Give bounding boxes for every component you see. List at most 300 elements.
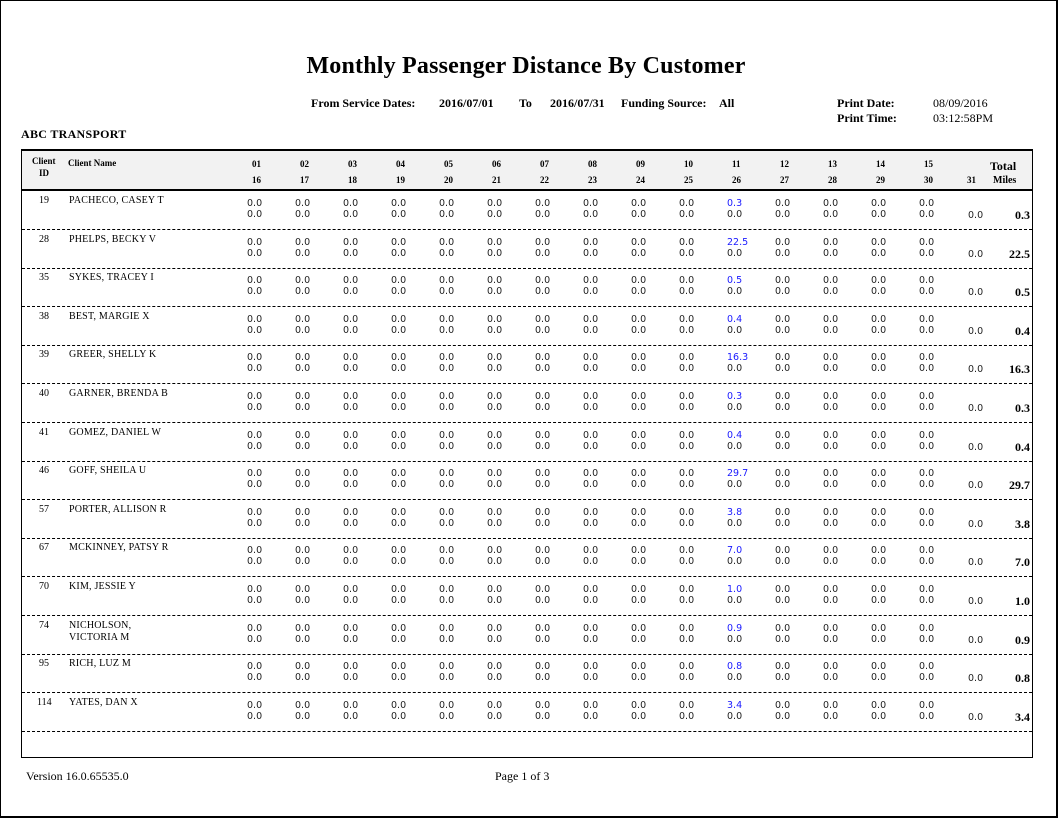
day-29-miles: 0.0: [871, 286, 887, 298]
day-4-miles: 0.0: [391, 198, 407, 209]
day-9-miles: 0.0: [631, 236, 647, 248]
day-13-miles: 0.0: [823, 275, 839, 287]
day-30-miles: 0.0: [919, 710, 935, 722]
table-row: [22, 191, 1032, 230]
day-21-miles: 0.0: [487, 710, 503, 722]
day-24-miles: 0.0: [631, 710, 647, 722]
day-19-miles: 0.0: [391, 286, 407, 298]
day-25-miles: 0.0: [679, 633, 695, 645]
day-28-miles: 0.0: [823, 595, 839, 606]
day-1-miles: 0.0: [247, 429, 263, 441]
day-17-miles: 0.0: [295, 517, 311, 529]
day-20-miles: 0.0: [439, 286, 455, 298]
day-6-miles: 0.0: [487, 468, 503, 480]
day-11-miles: 1.0: [727, 584, 743, 595]
client-name-line1: BEST, MARGIE X: [69, 310, 150, 322]
header-day-21: 21: [492, 175, 501, 185]
day-28-miles: 0.0: [823, 479, 839, 491]
day-29-miles: 0.0: [871, 672, 887, 684]
day-4-miles: 0.0: [391, 236, 407, 248]
day-2-miles: 0.0: [295, 584, 311, 595]
header-day-15: 15: [924, 159, 933, 169]
header-day-19: 19: [396, 175, 405, 185]
day-22-miles: 0.0: [535, 363, 551, 375]
day-25-miles: 0.0: [679, 402, 695, 413]
client-name: [69, 195, 164, 207]
day-6-miles: 0.0: [487, 545, 503, 557]
day-15-miles: 0.0: [919, 584, 935, 595]
day-6-miles: 0.0: [487, 198, 503, 209]
day-17-miles: 0.0: [295, 672, 311, 684]
day-4-miles: 0.0: [391, 429, 407, 441]
day-29-miles: 0.0: [871, 556, 887, 568]
total-miles: 0.8: [1015, 671, 1030, 686]
day-23-miles: 0.0: [583, 633, 599, 645]
day-8-miles: 0.0: [583, 622, 599, 634]
day-31-miles: 0.0: [968, 325, 984, 337]
report-title: Monthly Passenger Distance By Customer: [306, 53, 746, 79]
day-20-miles: 0.0: [439, 479, 455, 491]
day-6-miles: 0.0: [487, 313, 503, 325]
day-19-miles: 0.0: [391, 710, 407, 722]
day-6-miles: 0.0: [487, 352, 503, 364]
header-day-16: 16: [252, 175, 261, 185]
day-16-miles: 0.0: [247, 324, 263, 336]
day-14-miles: 0.0: [871, 622, 887, 634]
day-24-miles: 0.0: [631, 209, 647, 220]
day-10-miles: 0.0: [679, 198, 695, 209]
day-22-miles: 0.0: [535, 633, 551, 645]
day-5-miles: 0.0: [439, 699, 455, 711]
print-time-label: Print Time:: [837, 111, 897, 125]
client-name: [69, 388, 168, 400]
day-5-miles: 0.0: [439, 352, 455, 364]
day-8-miles: 0.0: [583, 391, 599, 402]
day-14-miles: 0.0: [871, 584, 887, 595]
client-name: [69, 504, 167, 516]
day-21-miles: 0.0: [487, 247, 503, 259]
day-23-miles: 0.0: [583, 402, 599, 413]
day-6-miles: 0.0: [487, 391, 503, 402]
day-15-miles: 0.0: [919, 429, 935, 441]
day-12-miles: 0.0: [775, 391, 791, 402]
day-28-miles: 0.0: [823, 247, 839, 259]
day-16-miles: 0.0: [247, 710, 263, 722]
day-30-miles: 0.0: [919, 479, 935, 491]
day-19-miles: 0.0: [391, 479, 407, 491]
header-day-23: 23: [588, 175, 597, 185]
header-day-25: 25: [684, 175, 693, 185]
day-2-miles: 0.0: [295, 506, 311, 518]
day-31-miles: 0.0: [968, 364, 984, 376]
header-day-18: 18: [348, 175, 357, 185]
day-2-miles: 0.0: [295, 545, 311, 557]
day-2-miles: 0.0: [295, 661, 311, 673]
day-4-miles: 0.0: [391, 313, 407, 325]
day-13-miles: 0.0: [823, 313, 839, 325]
header-day-1: 01: [252, 159, 261, 169]
day-22-miles: 0.0: [535, 402, 551, 413]
day-17-miles: 0.0: [295, 247, 311, 259]
day-13-miles: 0.0: [823, 429, 839, 441]
day-10-miles: 0.0: [679, 391, 695, 402]
day-19-miles: 0.0: [391, 209, 407, 220]
day-31-miles: 0.0: [968, 287, 984, 299]
day-10-miles: 0.0: [679, 506, 695, 518]
day-26-miles: 0.0: [727, 517, 743, 529]
day-10-miles: 0.0: [679, 275, 695, 287]
day-11-miles: 29.7: [727, 468, 749, 480]
day-24-miles: 0.0: [631, 324, 647, 336]
day-7-miles: 0.0: [535, 313, 551, 325]
day-10-miles: 0.0: [679, 352, 695, 364]
day-15-miles: 0.0: [919, 236, 935, 248]
day-13-miles: 0.0: [823, 661, 839, 673]
day-8-miles: 0.0: [583, 468, 599, 480]
day-29-miles: 0.0: [871, 247, 887, 259]
client-name: [69, 465, 146, 477]
day-9-miles: 0.0: [631, 352, 647, 364]
day-13-miles: 0.0: [823, 584, 839, 595]
day-9-miles: 0.0: [631, 468, 647, 480]
day-17-miles: 0.0: [295, 633, 311, 645]
day-25-miles: 0.0: [679, 595, 695, 606]
header-day-7: 07: [540, 159, 549, 169]
header-day-17: 17: [300, 175, 309, 185]
day-9-miles: 0.0: [631, 661, 647, 673]
client-name-line1: YATES, DAN X: [69, 696, 138, 708]
day-22-miles: 0.0: [535, 479, 551, 491]
total-miles: 3.8: [1015, 516, 1030, 531]
day-8-miles: 0.0: [583, 506, 599, 518]
header-day-20: 20: [444, 175, 453, 185]
client-name-line1: GOFF, SHEILA U: [69, 465, 147, 477]
day-23-miles: 0.0: [583, 556, 599, 568]
day-24-miles: 0.0: [631, 247, 647, 259]
day-8-miles: 0.0: [583, 699, 599, 711]
day-5-miles: 0.0: [439, 275, 455, 287]
day-28-miles: 0.0: [823, 363, 839, 375]
day-14-miles: 0.0: [871, 506, 887, 518]
day-28-miles: 0.0: [823, 517, 839, 529]
day-31-miles: 0.0: [968, 634, 984, 646]
table-row: [22, 616, 1032, 655]
day-17-miles: 0.0: [295, 209, 311, 220]
day-5-miles: 0.0: [439, 545, 455, 557]
day-7-miles: 0.0: [535, 699, 551, 711]
day-25-miles: 0.0: [679, 286, 695, 298]
day-19-miles: 0.0: [391, 440, 407, 452]
day-18-miles: 0.0: [343, 479, 359, 491]
day-2-miles: 0.0: [295, 236, 311, 248]
day-4-miles: 0.0: [391, 391, 407, 402]
day-2-miles: 0.0: [295, 391, 311, 402]
day-25-miles: 0.0: [679, 440, 695, 452]
header-miles: Miles: [993, 175, 1017, 186]
day-2-miles: 0.0: [295, 198, 311, 209]
client-id: 114: [37, 696, 52, 708]
day-12-miles: 0.0: [775, 429, 791, 441]
day-6-miles: 0.0: [487, 506, 503, 518]
day-13-miles: 0.0: [823, 352, 839, 364]
day-21-miles: 0.0: [487, 324, 503, 336]
day-16-miles: 0.0: [247, 402, 263, 413]
day-19-miles: 0.0: [391, 633, 407, 645]
day-9-miles: 0.0: [631, 545, 647, 557]
client-name: [69, 234, 156, 246]
day-3-miles: 0.0: [343, 661, 359, 673]
day-18-miles: 0.0: [343, 286, 359, 298]
day-1-miles: 0.0: [247, 506, 263, 518]
day-25-miles: 0.0: [679, 209, 695, 220]
table-row: [22, 230, 1032, 269]
day-20-miles: 0.0: [439, 440, 455, 452]
day-1-miles: 0.0: [247, 545, 263, 557]
day-21-miles: 0.0: [487, 402, 503, 413]
day-16-miles: 0.0: [247, 595, 263, 606]
day-29-miles: 0.0: [871, 363, 887, 375]
day-2-miles: 0.0: [295, 275, 311, 287]
day-1-miles: 0.0: [247, 661, 263, 673]
day-14-miles: 0.0: [871, 699, 887, 711]
day-12-miles: 0.0: [775, 622, 791, 634]
day-30-miles: 0.0: [919, 440, 935, 452]
day-2-miles: 0.0: [295, 429, 311, 441]
day-31-miles: 0.0: [968, 596, 984, 607]
day-20-miles: 0.0: [439, 324, 455, 336]
day-24-miles: 0.0: [631, 363, 647, 375]
client-id: 74: [39, 619, 49, 631]
day-28-miles: 0.0: [823, 672, 839, 684]
day-9-miles: 0.0: [631, 506, 647, 518]
day-20-miles: 0.0: [439, 247, 455, 259]
day-5-miles: 0.0: [439, 506, 455, 518]
client-name: [69, 542, 168, 554]
day-24-miles: 0.0: [631, 286, 647, 298]
header-day-8: 08: [588, 159, 597, 169]
day-22-miles: 0.0: [535, 710, 551, 722]
funding-value: All: [719, 96, 735, 110]
day-1-miles: 0.0: [247, 622, 263, 634]
day-27-miles: 0.0: [775, 324, 791, 336]
day-22-miles: 0.0: [535, 440, 551, 452]
day-10-miles: 0.0: [679, 661, 695, 673]
day-18-miles: 0.0: [343, 672, 359, 684]
day-1-miles: 0.0: [247, 236, 263, 248]
day-18-miles: 0.0: [343, 402, 359, 413]
day-20-miles: 0.0: [439, 209, 455, 220]
client-name-line1: NICHOLSON,: [69, 619, 132, 631]
day-22-miles: 0.0: [535, 595, 551, 606]
day-12-miles: 0.0: [775, 661, 791, 673]
header-day-29: 29: [876, 175, 885, 185]
day-15-miles: 0.0: [919, 198, 935, 209]
day-11-miles: 0.4: [727, 429, 743, 441]
day-25-miles: 0.0: [679, 672, 695, 684]
day-11-miles: 0.9: [727, 622, 743, 634]
day-29-miles: 0.0: [871, 710, 887, 722]
day-15-miles: 0.0: [919, 352, 935, 364]
day-25-miles: 0.0: [679, 556, 695, 568]
day-21-miles: 0.0: [487, 209, 503, 220]
day-11-miles: 16.3: [727, 352, 749, 364]
day-18-miles: 0.0: [343, 324, 359, 336]
day-18-miles: 0.0: [343, 440, 359, 452]
day-20-miles: 0.0: [439, 710, 455, 722]
day-17-miles: 0.0: [295, 402, 311, 413]
day-10-miles: 0.0: [679, 313, 695, 325]
day-21-miles: 0.0: [487, 440, 503, 452]
day-13-miles: 0.0: [823, 622, 839, 634]
day-20-miles: 0.0: [439, 633, 455, 645]
day-22-miles: 0.0: [535, 247, 551, 259]
table-row: [22, 268, 1032, 307]
day-21-miles: 0.0: [487, 595, 503, 606]
day-22-miles: 0.0: [535, 209, 551, 220]
total-miles: 3.4: [1015, 709, 1030, 724]
day-20-miles: 0.0: [439, 556, 455, 568]
day-21-miles: 0.0: [487, 556, 503, 568]
day-14-miles: 0.0: [871, 429, 887, 441]
day-5-miles: 0.0: [439, 622, 455, 634]
client-name: [69, 272, 154, 284]
total-miles: 0.5: [1015, 285, 1030, 300]
header-day-10: 10: [684, 159, 693, 169]
client-name: [69, 427, 161, 439]
day-19-miles: 0.0: [391, 672, 407, 684]
day-10-miles: 0.0: [679, 468, 695, 480]
day-24-miles: 0.0: [631, 479, 647, 491]
client-id: 39: [39, 349, 49, 361]
day-16-miles: 0.0: [247, 479, 263, 491]
day-8-miles: 0.0: [583, 275, 599, 287]
day-9-miles: 0.0: [631, 198, 647, 209]
day-19-miles: 0.0: [391, 247, 407, 259]
day-14-miles: 0.0: [871, 545, 887, 557]
day-1-miles: 0.0: [247, 198, 263, 209]
day-15-miles: 0.0: [919, 313, 935, 325]
day-24-miles: 0.0: [631, 595, 647, 606]
day-11-miles: 0.4: [727, 313, 743, 325]
day-8-miles: 0.0: [583, 313, 599, 325]
total-miles: 22.5: [1009, 246, 1030, 261]
day-24-miles: 0.0: [631, 633, 647, 645]
table-row: [22, 345, 1032, 384]
day-3-miles: 0.0: [343, 275, 359, 287]
day-6-miles: 0.0: [487, 661, 503, 673]
day-11-miles: 7.0: [727, 545, 743, 557]
print-date-value: 08/09/2016: [933, 96, 988, 110]
day-6-miles: 0.0: [487, 699, 503, 711]
day-12-miles: 0.0: [775, 506, 791, 518]
day-29-miles: 0.0: [871, 324, 887, 336]
day-4-miles: 0.0: [391, 352, 407, 364]
client-name-line1: GOMEZ, DANIEL W: [69, 426, 162, 438]
table-row: [22, 307, 1032, 346]
total-miles: 0.9: [1015, 632, 1030, 647]
day-14-miles: 0.0: [871, 236, 887, 248]
day-23-miles: 0.0: [583, 479, 599, 491]
day-27-miles: 0.0: [775, 595, 791, 606]
header-day-22: 22: [540, 175, 549, 185]
day-12-miles: 0.0: [775, 468, 791, 480]
day-7-miles: 0.0: [535, 352, 551, 364]
day-28-miles: 0.0: [823, 440, 839, 452]
day-28-miles: 0.0: [823, 556, 839, 568]
day-17-miles: 0.0: [295, 440, 311, 452]
header-day-12: 12: [780, 159, 789, 169]
total-miles: 0.3: [1015, 401, 1030, 415]
day-14-miles: 0.0: [871, 313, 887, 325]
header-total: Total: [990, 159, 1017, 173]
day-30-miles: 0.0: [919, 247, 935, 259]
day-7-miles: 0.0: [535, 545, 551, 557]
day-17-miles: 0.0: [295, 286, 311, 298]
day-23-miles: 0.0: [583, 672, 599, 684]
day-24-miles: 0.0: [631, 440, 647, 452]
day-6-miles: 0.0: [487, 429, 503, 441]
day-26-miles: 0.0: [727, 324, 743, 336]
company-name: ABC TRANSPORT: [21, 127, 127, 141]
header-day-14: 14: [876, 159, 885, 169]
day-17-miles: 0.0: [295, 595, 311, 606]
day-2-miles: 0.0: [295, 699, 311, 711]
header-day-5: 05: [444, 159, 453, 169]
day-6-miles: 0.0: [487, 236, 503, 248]
day-4-miles: 0.0: [391, 506, 407, 518]
day-21-miles: 0.0: [487, 672, 503, 684]
header-client-name: Client Name: [68, 158, 117, 168]
day-23-miles: 0.0: [583, 363, 599, 375]
day-14-miles: 0.0: [871, 661, 887, 673]
day-20-miles: 0.0: [439, 363, 455, 375]
day-21-miles: 0.0: [487, 479, 503, 491]
day-3-miles: 0.0: [343, 391, 359, 402]
day-7-miles: 0.0: [535, 506, 551, 518]
day-30-miles: 0.0: [919, 633, 935, 645]
day-3-miles: 0.0: [343, 506, 359, 518]
day-5-miles: 0.0: [439, 236, 455, 248]
day-27-miles: 0.0: [775, 710, 791, 722]
day-31-miles: 0.0: [968, 518, 984, 530]
day-5-miles: 0.0: [439, 661, 455, 673]
header-day-27: 27: [780, 175, 789, 185]
day-13-miles: 0.0: [823, 468, 839, 480]
table-row: [22, 538, 1032, 577]
day-13-miles: 0.0: [823, 545, 839, 557]
total-miles: 0.3: [1015, 208, 1030, 222]
day-29-miles: 0.0: [871, 595, 887, 606]
day-24-miles: 0.0: [631, 556, 647, 568]
day-29-miles: 0.0: [871, 479, 887, 491]
day-17-miles: 0.0: [295, 324, 311, 336]
day-2-miles: 0.0: [295, 622, 311, 634]
day-11-miles: 0.5: [727, 275, 743, 287]
day-31-miles: 0.0: [968, 557, 984, 569]
day-10-miles: 0.0: [679, 236, 695, 248]
day-20-miles: 0.0: [439, 517, 455, 529]
day-27-miles: 0.0: [775, 247, 791, 259]
day-3-miles: 0.0: [343, 584, 359, 595]
day-2-miles: 0.0: [295, 352, 311, 364]
day-29-miles: 0.0: [871, 633, 887, 645]
print-time-value: 03:12:58PM: [933, 111, 994, 125]
day-26-miles: 0.0: [727, 209, 743, 220]
to-label: To: [519, 96, 532, 110]
day-26-miles: 0.0: [727, 710, 743, 722]
client-name-line1: PACHECO, CASEY T: [69, 195, 164, 206]
client-name-line1: GARNER, BRENDA B: [69, 388, 169, 399]
